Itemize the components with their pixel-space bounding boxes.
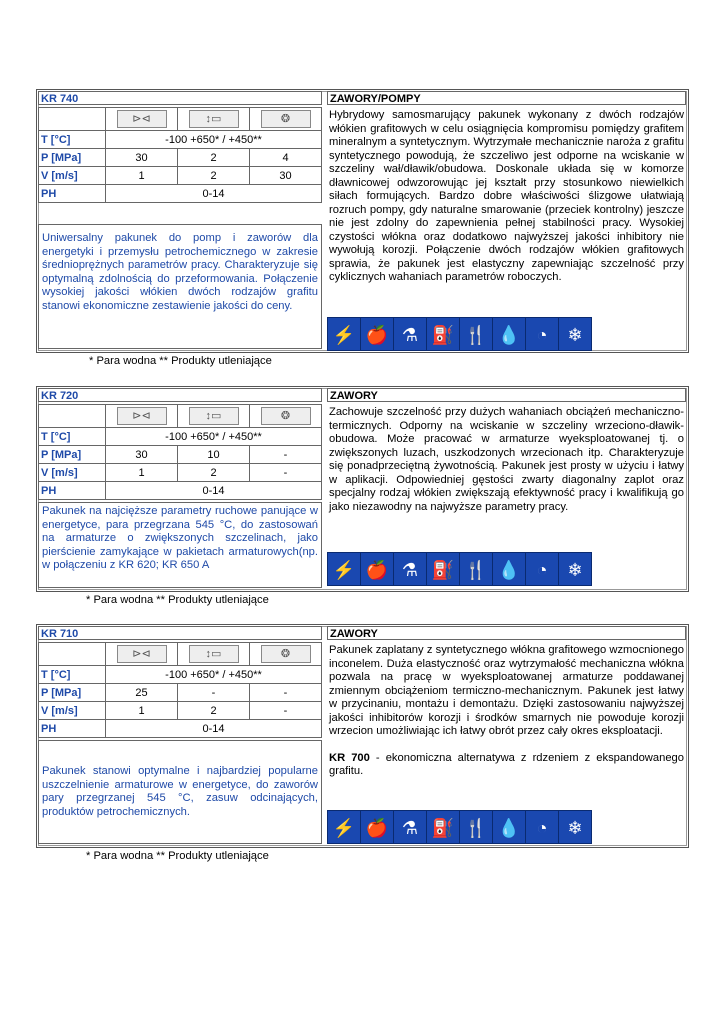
left-description: Pakunek na najcięższe parametry ruchowe panujące w energetyce, para przegrzana 545 °C, do zastosowań na armaturze o zwiększonych szczelinach, jako pierścienie zamykające w pakietach armaturowych(np. w połączeniu z KR 620; KR 650 A (38, 502, 322, 588)
cutlery-icon: 🍴 (459, 317, 493, 351)
power-line-icon: ⚡ (327, 552, 361, 586)
footnote: * Para wodna ** Produkty utleniające (89, 355, 272, 367)
params-table (38, 642, 322, 738)
water-drop-icon: 💧 (492, 317, 526, 351)
power-line-icon: ⚡ (327, 810, 361, 844)
pressure-value: 10 (178, 446, 250, 464)
speed-value: 1 (106, 167, 178, 185)
fuel-icon: ⛽ (426, 552, 460, 586)
pressure-value: - (178, 684, 250, 702)
right-description: Zachowuje szczelność przy dużych wahaniach obciążeń mechaniczno-termicznych. Odporny na wciskanie w szczeliny wrzeciono-dławik-obudowa. Może pracować w armaturze wyeksploatowanej tj. o zwiększonych luzach, uszkodzonych wrzecionach itp. Charakteryzuje się ponadprzeciętną żywotnością. Pakunek jest prosty w użyciu i łatwy w aplikacji. Odpowiedniej gęstości zwarty diagonalny zaplot oraz specjalny rodzaj włókien zwiększają efektywność pracy i kwalifikują go jako niezawodny na najwyższe parametry pracy. (329, 406, 684, 513)
speed-value: 2 (178, 167, 250, 185)
pressure-value: - (250, 446, 322, 464)
snowflake-icon: ❄ (558, 810, 592, 844)
product-code: KR 740 (38, 91, 322, 105)
pressure-label: P [MPa] (39, 149, 106, 167)
speed-value: - (250, 702, 322, 720)
snowflake-icon: ❄ (558, 317, 592, 351)
food-icon: 🍎 (360, 552, 394, 586)
temp-value: -100 +650* / +450** (106, 428, 322, 446)
pressure-value: 2 (178, 149, 250, 167)
pressure-label: P [MPa] (39, 446, 106, 464)
temp-value: -100 +650* / +450** (106, 131, 322, 149)
speed-label: V [m/s] (39, 464, 106, 482)
alternative-code: KR 700 (329, 751, 370, 764)
ph-label: PH (39, 720, 106, 738)
pressure-value: - (250, 684, 322, 702)
footnote: * Para wodna ** Produkty utleniające (86, 594, 269, 606)
ph-value: 0-14 (106, 720, 322, 738)
reciprocating-icon: ↕▭ (189, 407, 239, 425)
footnote: * Para wodna ** Produkty utleniające (86, 850, 269, 862)
left-description: Uniwersalny pakunek do pomp i zaworów dla energetyki i przemysłu petrochemicznego w zakresie średnioprężnych parametrów pracy. Charakteryzuje się optymalną zdolnością do przeformowania. Połączenie wysokiej jakości włókien dwóch rodzajów grafitu stanowi ekonomiczne zestawienie jakości do ceny. (38, 224, 322, 349)
chemistry-icon: ⚗ (393, 317, 427, 351)
speed-value: 1 (106, 464, 178, 482)
speed-value: 2 (178, 702, 250, 720)
cutlery-icon: 🍴 (459, 552, 493, 586)
pressure-value: 30 (106, 149, 178, 167)
valve-icon: ⊳⊲ (117, 645, 167, 663)
power-line-icon: ⚡ (327, 317, 361, 351)
speed-value: 2 (178, 464, 250, 482)
pressure-value: 4 (250, 149, 322, 167)
description-text: Pakunek zaplatany z syntetycznego włókna grafitowego wzmocnionego inconelem. Duża elastyczność oraz wytrzymałość mechaniczna włókna pozwala na pracę w wyeksploatowanej armaturze poddawanej zmiennym obciążeniom termiczno-mechanicznym. Pakunek jest łatwy w przycinaniu, montażu i demontażu. Dzięki zastosowaniu najwyższej jakości inhibitorów korozji i środków smarnych nie powoduje korozji wrzecion umożliwiając ich łatwy obrót przez cały okres eksploatacji. (329, 644, 684, 737)
water-drop-icon: 💧 (492, 810, 526, 844)
gauge-icon: ◔ (525, 810, 559, 844)
alternative-text: - ekonomiczna alternatywa z rdzeniem z ekspandowanego grafitu. (329, 751, 684, 777)
cutlery-icon: 🍴 (459, 810, 493, 844)
ph-value: 0-14 (106, 482, 322, 500)
chemistry-icon: ⚗ (393, 810, 427, 844)
speed-value: 30 (250, 167, 322, 185)
params-table (38, 107, 322, 203)
pressure-value: 30 (106, 446, 178, 464)
product-code: KR 720 (38, 388, 322, 402)
right-description (327, 642, 686, 781)
speed-label: V [m/s] (39, 167, 106, 185)
valve-icon: ⊳⊲ (117, 110, 167, 128)
application-title: ZAWORY (327, 626, 686, 640)
product-code: KR 710 (38, 626, 322, 640)
fuel-icon: ⛽ (426, 810, 460, 844)
fuel-icon: ⛽ (426, 317, 460, 351)
snowflake-icon: ❄ (558, 552, 592, 586)
pressure-label: P [MPa] (39, 684, 106, 702)
application-title: ZAWORY/POMPY (327, 91, 686, 105)
pump-icon: ❂ (261, 407, 311, 425)
food-icon: 🍎 (360, 317, 394, 351)
ph-label: PH (39, 482, 106, 500)
valve-icon: ⊳⊲ (117, 407, 167, 425)
right-description: Hybrydowy samosmarujący pakunek wykonany z dwóch rodzajów włókien grafitowych w celu osiągnięcia kompromisu pomiędzy grafitem mineralnym a syntetycznym. Wytrzymałe mechanicznie naroża z grafitu syntetycznego powodują, że szczeliwo jest odporne na wciskanie w szczeliny wał/dławik/obudowa. Doskonale układa się w komorze dławnicowej odwzorowując jej kształt przy stosunkowo niewielkich siłach formujących. Bardzo dobre właściwości ślizgowe ułatwiają rozruch pompy, gdy naturalne smarowanie (przeciek kontrolny) jeszcze nie jest zdolny do zapewnienia pełnej stabilności pracy. Wysokiej czystości włókna oraz dodatkowo najwyższej jakości inhibitory nie wywołują korozji. Połączenie dwóch rodzajów włókien grafitowych sprawia, że pakunek jest elastyczny zapewniając szczelność przy cyklicznych wahaniach parametrów roboczych. (329, 109, 684, 283)
left-description: Pakunek stanowi optymalne i najbardziej popularne uszczelnienie armaturowe w energetyce, do zaworów pary przegrzanej 545 °C, zasuw odcinających, produktów petrochemicznych. (38, 740, 322, 844)
pump-icon: ❂ (261, 110, 311, 128)
pressure-value: 25 (106, 684, 178, 702)
pump-icon: ❂ (261, 645, 311, 663)
chemistry-icon: ⚗ (393, 552, 427, 586)
reciprocating-icon: ↕▭ (189, 645, 239, 663)
temp-label: T [°C] (39, 428, 106, 446)
speed-value: - (250, 464, 322, 482)
speed-label: V [m/s] (39, 702, 106, 720)
temp-label: T [°C] (39, 666, 106, 684)
ph-label: PH (39, 185, 106, 203)
ph-value: 0-14 (106, 185, 322, 203)
temp-value: -100 +650* / +450** (106, 666, 322, 684)
gauge-icon: ◔ (525, 552, 559, 586)
params-table (38, 404, 322, 500)
reciprocating-icon: ↕▭ (189, 110, 239, 128)
gauge-icon: ◔ (525, 317, 559, 351)
temp-label: T [°C] (39, 131, 106, 149)
application-title: ZAWORY (327, 388, 686, 402)
food-icon: 🍎 (360, 810, 394, 844)
water-drop-icon: 💧 (492, 552, 526, 586)
speed-value: 1 (106, 702, 178, 720)
